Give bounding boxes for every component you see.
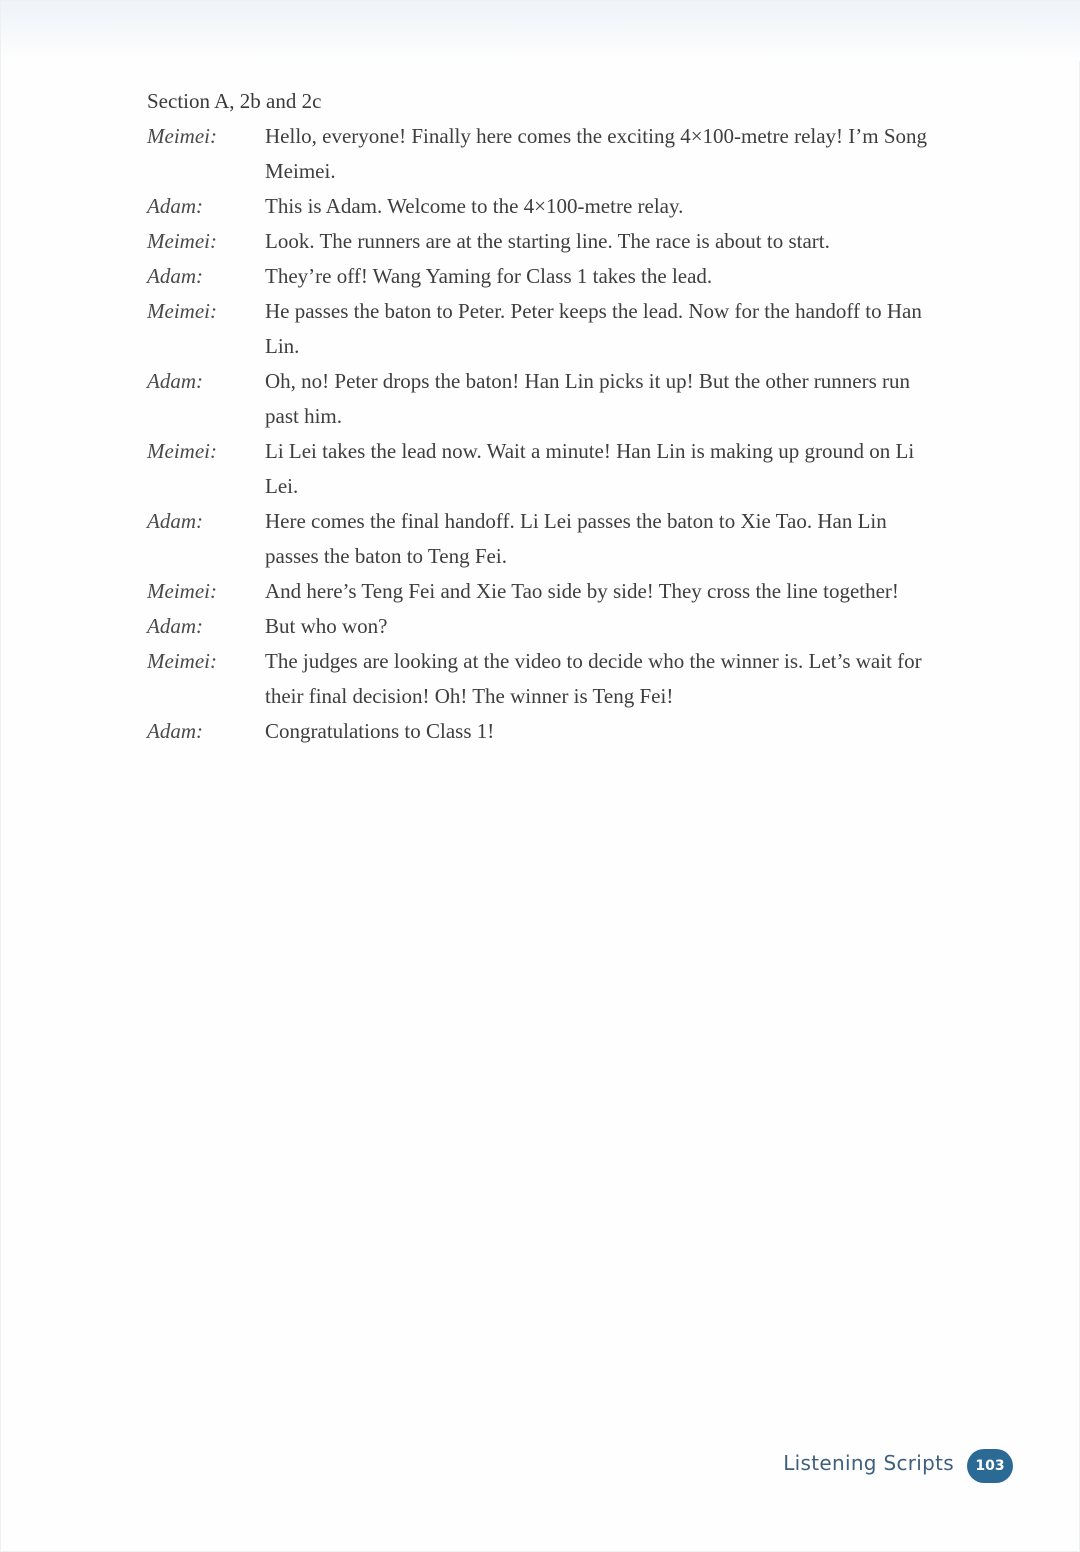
dialogue-line [147, 504, 987, 574]
speaker-name: Meimei: [147, 439, 217, 463]
speech-line: But who won? [265, 614, 388, 638]
speech-text [265, 364, 987, 434]
speech-line: their final decision! Oh! The winner is Teng Fei! [265, 684, 674, 708]
dialogue-line [147, 189, 987, 224]
speech-line: They’re off! Wang Yaming for Class 1 takes the lead. [265, 264, 713, 288]
speech-text [265, 189, 987, 224]
speech-line: passes the baton to Teng Fei. [265, 544, 507, 568]
dialogue-line [147, 224, 987, 259]
speaker-name: Meimei: [147, 649, 217, 673]
speech-text [265, 644, 987, 714]
dialogue-line [147, 434, 987, 504]
speaker-name: Meimei: [147, 124, 217, 148]
page-number-badge: 103 [967, 1449, 1013, 1483]
speech-text [265, 714, 987, 749]
dialogue-line [147, 609, 987, 644]
speech-line: Oh, no! Peter drops the baton! Han Lin picks it up! But the other runners run [265, 369, 911, 393]
speech-line: Congratulations to Class 1! [265, 719, 495, 743]
speech-line: Lin. [265, 334, 300, 358]
speech-line: The judges are looking at the video to decide who the winner is. Let’s wait for [265, 649, 922, 673]
speech-text [265, 119, 987, 189]
speech-text [265, 504, 987, 574]
speech-line: Meimei. [265, 159, 336, 183]
footer-label: Listening Scripts [783, 1451, 954, 1475]
dialogue-line [147, 644, 987, 714]
dialogue-line [147, 574, 987, 609]
speaker-name: Meimei: [147, 229, 217, 253]
dialogue-line [147, 259, 987, 294]
speech-line: And here’s Teng Fei and Xie Tao side by side! They cross the line together! [265, 579, 899, 603]
speech-line: This is Adam. Welcome to the 4×100-metre relay. [265, 194, 684, 218]
speaker-name: Adam: [147, 719, 203, 743]
section-title: Section A, 2b and 2c [147, 89, 322, 113]
dialogue-line [147, 714, 987, 749]
speaker-name: Adam: [147, 369, 203, 393]
speech-line: Li Lei takes the lead now. Wait a minute! Han Lin is making up ground on Li [265, 439, 915, 463]
speaker-name: Meimei: [147, 579, 217, 603]
dialogue-line [147, 364, 987, 434]
dialogue-line [147, 294, 987, 364]
speaker-name: Adam: [147, 614, 203, 638]
speech-line: Lei. [265, 474, 299, 498]
speech-text [265, 574, 987, 609]
speech-line: He passes the baton to Peter. Peter keeps the lead. Now for the handoff to Han [265, 299, 922, 323]
speaker-name: Adam: [147, 194, 203, 218]
script-body [147, 119, 987, 749]
speech-text [265, 294, 987, 364]
speech-text [265, 609, 987, 644]
speech-text [265, 224, 987, 259]
dialogue-line [147, 119, 987, 189]
speech-text [265, 434, 987, 504]
speech-line: Here comes the final handoff. Li Lei passes the baton to Xie Tao. Han Lin [265, 509, 887, 533]
speech-text [265, 259, 987, 294]
speaker-name: Meimei: [147, 299, 217, 323]
page-footer [1, 1449, 1079, 1485]
speech-line: Hello, everyone! Finally here comes the exciting 4×100-metre relay! I’m Song [265, 124, 928, 148]
speech-line: Look. The runners are at the starting line. The race is about to start. [265, 229, 830, 253]
speaker-name: Adam: [147, 509, 203, 533]
speech-line: past him. [265, 404, 342, 428]
speaker-name: Adam: [147, 264, 203, 288]
top-shade [1, 1, 1080, 61]
